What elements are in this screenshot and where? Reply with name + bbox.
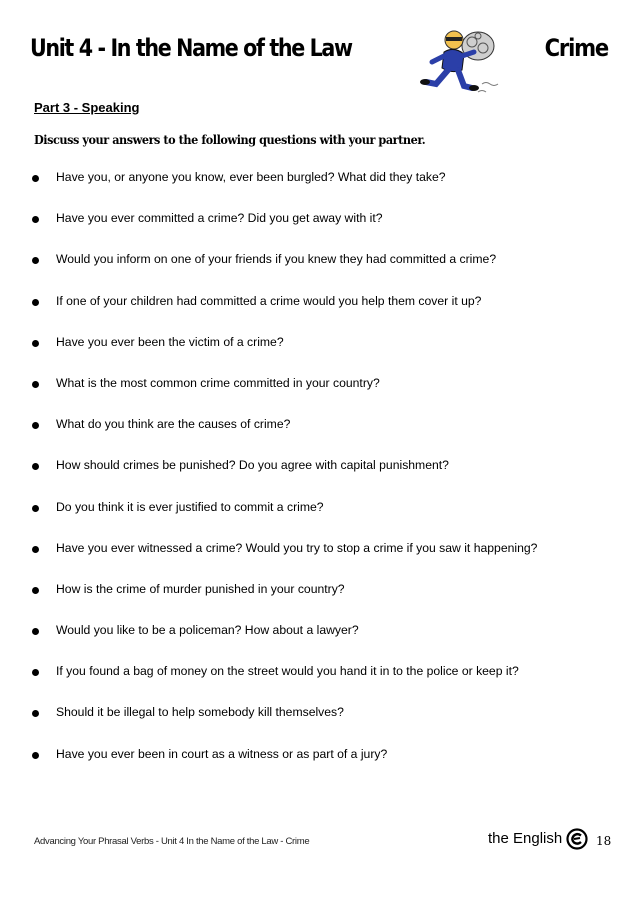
burglar-illustration — [418, 22, 500, 98]
bullet-icon — [32, 422, 39, 429]
question-text: Have you ever witnessed a crime? Would you try to stop a crime if you saw it happening? — [56, 540, 538, 555]
question-text: How should crimes be punished? Do you agree with capital punishment? — [56, 458, 449, 473]
question-text: Do you think it is ever justified to commit a crime? — [56, 499, 324, 514]
question-text: Have you ever been in court as a witness or as part of a jury? — [56, 746, 388, 761]
question-text: If you found a bag of money on the street would you hand it in to the police or keep it? — [56, 664, 519, 679]
question-text: If one of your children had committed a crime would you help them cover it up? — [56, 293, 482, 308]
bullet-icon — [32, 381, 39, 388]
question-text: Would you inform on one of your friends if you knew they had committed a crime? — [56, 252, 497, 267]
bullet-icon — [32, 628, 39, 635]
question-text: Should it be illegal to help somebody kill themselves? — [56, 705, 344, 720]
footer-course-text: Advancing Your Phrasal Verbs - Unit 4 In the Name of the Law - Crime — [34, 836, 310, 847]
bullet-icon — [32, 257, 39, 264]
bullet-icon — [32, 216, 39, 223]
bullet-icon — [32, 710, 39, 717]
bullet-icon — [32, 669, 39, 676]
question-text: What do you think are the causes of crime? — [56, 417, 291, 432]
bullet-icon — [32, 463, 39, 470]
bullet-icon — [32, 175, 39, 182]
bullet-icon — [32, 340, 39, 347]
question-text: Have you ever been the victim of a crime? — [56, 334, 284, 349]
question-text: Have you, or anyone you know, ever been burgled? What did they take? — [56, 170, 446, 184]
unit-title: Unit 4 - In the Name of the Law — [30, 34, 352, 62]
question-text: What is the most common crime committed in your country? — [56, 375, 380, 390]
bullet-icon — [32, 546, 39, 553]
question-text: Would you like to be a policeman? How about a lawyer? — [56, 623, 359, 638]
footer-brand: the English — [488, 830, 563, 847]
section-instructions: Discuss your answers to the following questions with your partner. — [34, 132, 426, 147]
bullet-icon — [32, 587, 39, 594]
question-text: Have you ever committed a crime? Did you get away with it? — [56, 211, 383, 226]
section-heading: Part 3 - Speaking — [34, 100, 140, 115]
bullet-icon — [32, 299, 39, 306]
bullet-icon — [32, 752, 39, 759]
question-text: How is the crime of murder punished in your country? — [56, 581, 345, 596]
english-club-logo-icon — [566, 828, 588, 850]
page-number: 18 — [596, 834, 612, 848]
bullet-icon — [32, 505, 39, 512]
topic-title: Crime — [544, 34, 608, 62]
